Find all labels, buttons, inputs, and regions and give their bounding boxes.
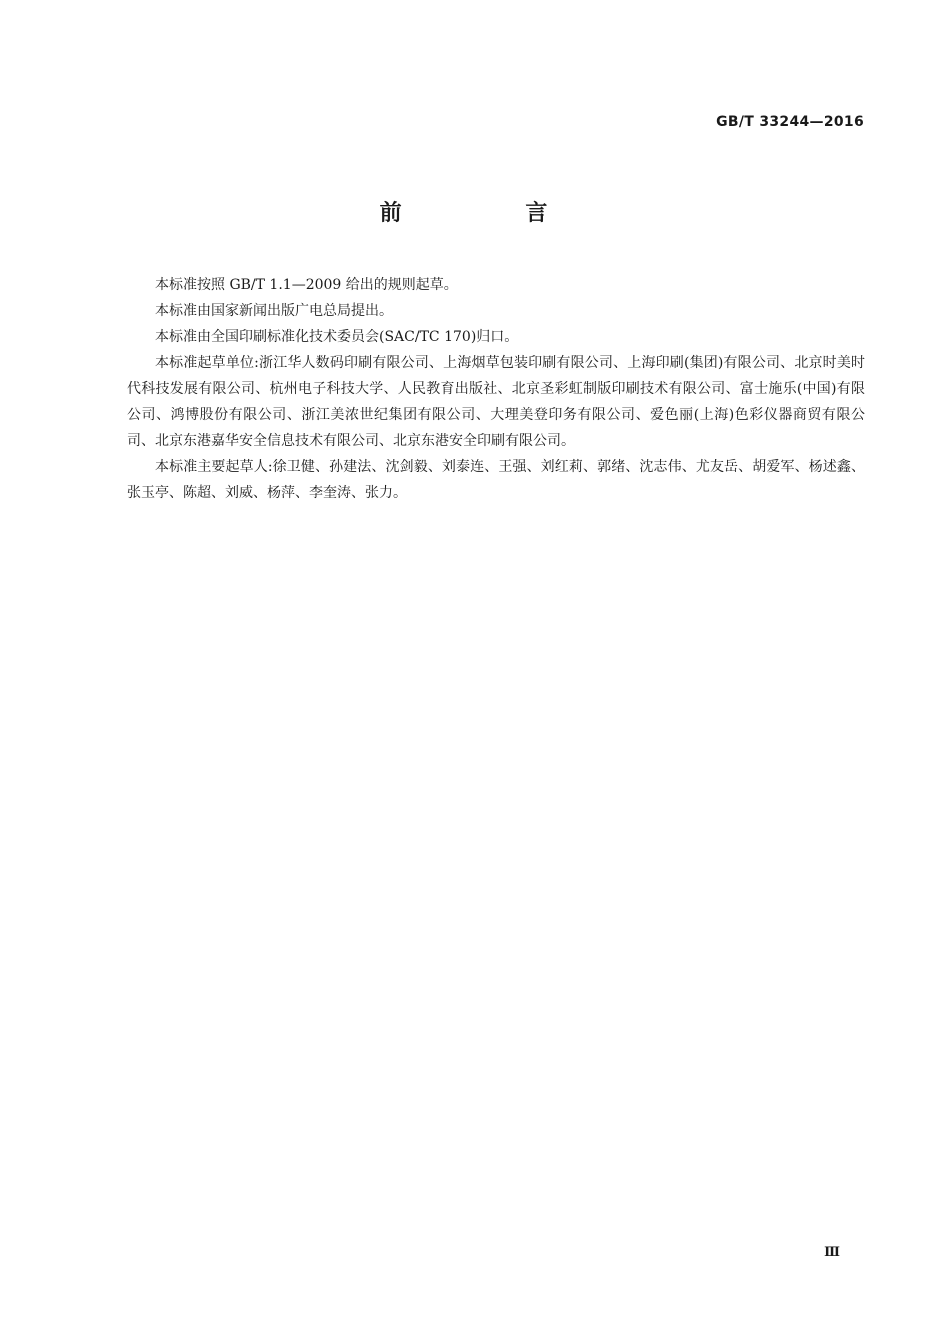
foreword-body [127, 272, 865, 506]
paragraph-drafting-units: 本标准起草单位:浙江华人数码印刷有限公司、上海烟草包装印刷有限公司、上海印刷(集团)有限公司、北京时美时代科技发展有限公司、杭州电子科技大学、人民教育出版社、北京圣彩虹制版印刷技术有限公司、富士施乐(中国)有限公司、鸿博股份有限公司、浙江美浓世纪集团有限公司、大理美登印务有限公司、爱色丽(上海)色彩仪器商贸有限公司、北京东港嘉华安全信息技术有限公司、北京东港安全印刷有限公司。 [127, 355, 865, 449]
page-number: Ⅲ [824, 1245, 840, 1260]
paragraph-proposer: 本标准由国家新闻出版广电总局提出。 [155, 303, 393, 319]
page-title: 前 言 [379, 201, 606, 226]
standard-number: GB/T 33244—2016 [716, 114, 864, 130]
paragraph-main-drafters: 本标准主要起草人:徐卫健、孙建法、沈剑毅、刘泰连、王强、刘红莉、郭绪、沈志伟、尤友岳、胡爱军、杨述鑫、张玉亭、陈超、刘威、杨萍、李奎涛、张力。 [127, 459, 865, 501]
paragraph-administrator: 本标准由全国印刷标准化技术委员会(SAC/TC 170)归口。 [155, 329, 519, 345]
paragraph-drafting-rules: 本标准按照 GB/T 1.1—2009 给出的规则起草。 [155, 277, 458, 293]
